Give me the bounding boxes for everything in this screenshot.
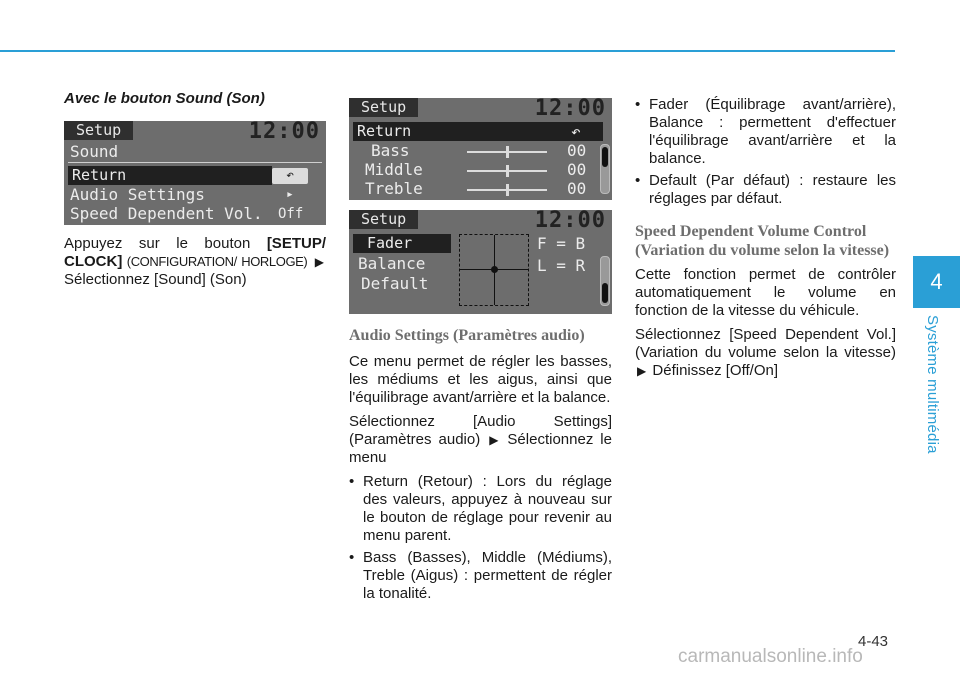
list-item-default: • Default (Par défaut) : restaure les réglages par défaut. bbox=[635, 172, 896, 208]
treble-value: 00 bbox=[567, 179, 587, 198]
list-item-fader-balance: • Fader (Équilibrage avant/arrière), Balance : permettent d'effectuer l'équilibrage avant/arrière et la balance. bbox=[635, 96, 896, 168]
instruction-part-b: Définissez [Off/On] bbox=[648, 362, 779, 379]
list-item-return: • Return (Retour) : Lors du réglage des valeurs, appuyez à nouveau sur le bouton de réglage pour revenir au menu parent. bbox=[349, 473, 612, 545]
treble-slider-knob[interactable] bbox=[506, 184, 509, 196]
menu-item-return[interactable]: Return bbox=[68, 166, 272, 185]
return-icon: ↶ bbox=[571, 122, 581, 141]
menu-item-return[interactable]: Return bbox=[353, 122, 603, 141]
speed-vol-value: Off bbox=[278, 206, 304, 222]
submenu-arrow-icon: ▸ bbox=[286, 187, 294, 202]
chapter-title: Système multimédia bbox=[924, 315, 941, 454]
bass-value: 00 bbox=[567, 141, 587, 160]
fader-default-list bbox=[635, 96, 896, 208]
watermark: carmanualsonline.info bbox=[678, 646, 863, 667]
right-arrow-icon: ▶ bbox=[489, 433, 499, 447]
balance-point[interactable] bbox=[491, 266, 498, 273]
return-icon: ↶ bbox=[272, 168, 308, 184]
menu-item-audio-settings[interactable]: Audio Settings bbox=[70, 185, 205, 204]
audio-settings-description: Ce menu permet de régler les basses, les médiums et les aigus, ainsi que l'équilibrage avant/arrière et la balance. bbox=[349, 353, 612, 406]
fader-value: F = B bbox=[537, 234, 586, 253]
screen-tab: Setup bbox=[64, 121, 133, 140]
section-heading-sound-button: Avec le bouton Sound (Son) bbox=[64, 90, 265, 107]
instruction-french-label: (CONFIGURATION/ HORLOGE) bbox=[122, 254, 308, 269]
scrollbar[interactable] bbox=[600, 256, 610, 306]
menu-item-default[interactable]: Default bbox=[361, 274, 429, 293]
screen-fader-balance bbox=[349, 210, 612, 314]
speed-volume-heading-line2: (Variation du volume selon la vitesse) bbox=[635, 242, 890, 259]
audio-settings-heading: Audio Settings (Paramètres audio) bbox=[349, 327, 585, 344]
speed-volume-heading bbox=[635, 222, 896, 260]
balance-grid[interactable] bbox=[459, 234, 529, 306]
middle-value: 00 bbox=[567, 160, 587, 179]
bass-slider-knob[interactable] bbox=[506, 146, 509, 158]
screen-clock: 12:00 bbox=[534, 210, 606, 233]
instruction-part-a: Appuyez sur le bouton bbox=[64, 235, 267, 252]
screen-clock: 12:00 bbox=[534, 98, 606, 121]
menu-item-fader[interactable]: Fader bbox=[353, 234, 451, 253]
page-number: 4-43 bbox=[858, 633, 889, 650]
right-arrow-icon: ▶ bbox=[314, 255, 324, 269]
screen-audio-settings bbox=[349, 98, 612, 200]
instruction-part-a: Sélectionnez [Audio Settings] (Paramètres audio) bbox=[349, 413, 612, 448]
balance-value: L = R bbox=[537, 256, 586, 275]
column-1 bbox=[64, 90, 326, 295]
instruction-paragraph bbox=[64, 235, 326, 289]
screen-sound-menu bbox=[64, 121, 326, 225]
speed-volume-instruction bbox=[635, 326, 896, 380]
scrollbar-thumb[interactable] bbox=[602, 283, 608, 303]
menu-item-balance[interactable]: Balance bbox=[358, 254, 426, 273]
instruction-part-d: Sélectionnez [Sound] (Son) bbox=[64, 271, 247, 288]
screen-title: Sound bbox=[70, 142, 119, 161]
speed-volume-description: Cette fonction permet de contrôler automatiquement le volume en fonction de la vitesse du véhicule. bbox=[635, 266, 896, 319]
instruction-part-b: Sélectionnez le menu bbox=[349, 431, 612, 466]
scrollbar-thumb[interactable] bbox=[602, 147, 608, 167]
screen-divider bbox=[68, 162, 322, 163]
menu-item-treble[interactable]: Treble bbox=[365, 179, 423, 198]
audio-settings-instruction bbox=[349, 413, 612, 467]
right-arrow-icon: ▶ bbox=[637, 364, 647, 378]
screen-clock: 12:00 bbox=[248, 121, 320, 144]
scrollbar[interactable] bbox=[600, 144, 610, 194]
menu-item-bass[interactable]: Bass bbox=[371, 141, 410, 160]
screen-tab: Setup bbox=[349, 98, 418, 117]
column-3 bbox=[635, 96, 896, 386]
column-2 bbox=[349, 98, 612, 611]
instruction-part-a: Sélectionnez [Speed Dependent Vol.] (Variation du volume selon la vitesse) bbox=[635, 326, 896, 361]
audio-settings-list bbox=[349, 473, 612, 603]
instruction-setup-clock: [SETUP/ CLOCK] bbox=[64, 235, 326, 270]
menu-item-middle[interactable]: Middle bbox=[365, 160, 423, 179]
middle-slider-knob[interactable] bbox=[506, 165, 509, 177]
list-item-bass-middle-treble: • Bass (Basses), Middle (Médiums), Treble (Aigus) : permettent de régler la tonalité. bbox=[349, 549, 612, 603]
screen-tab: Setup bbox=[349, 210, 418, 229]
chapter-number-tab: 4 bbox=[913, 256, 960, 308]
menu-item-speed-dependent-vol[interactable]: Speed Dependent Vol. bbox=[70, 204, 263, 223]
speed-volume-heading-line1: Speed Dependent Volume Control bbox=[635, 223, 867, 240]
top-rule bbox=[0, 50, 895, 52]
